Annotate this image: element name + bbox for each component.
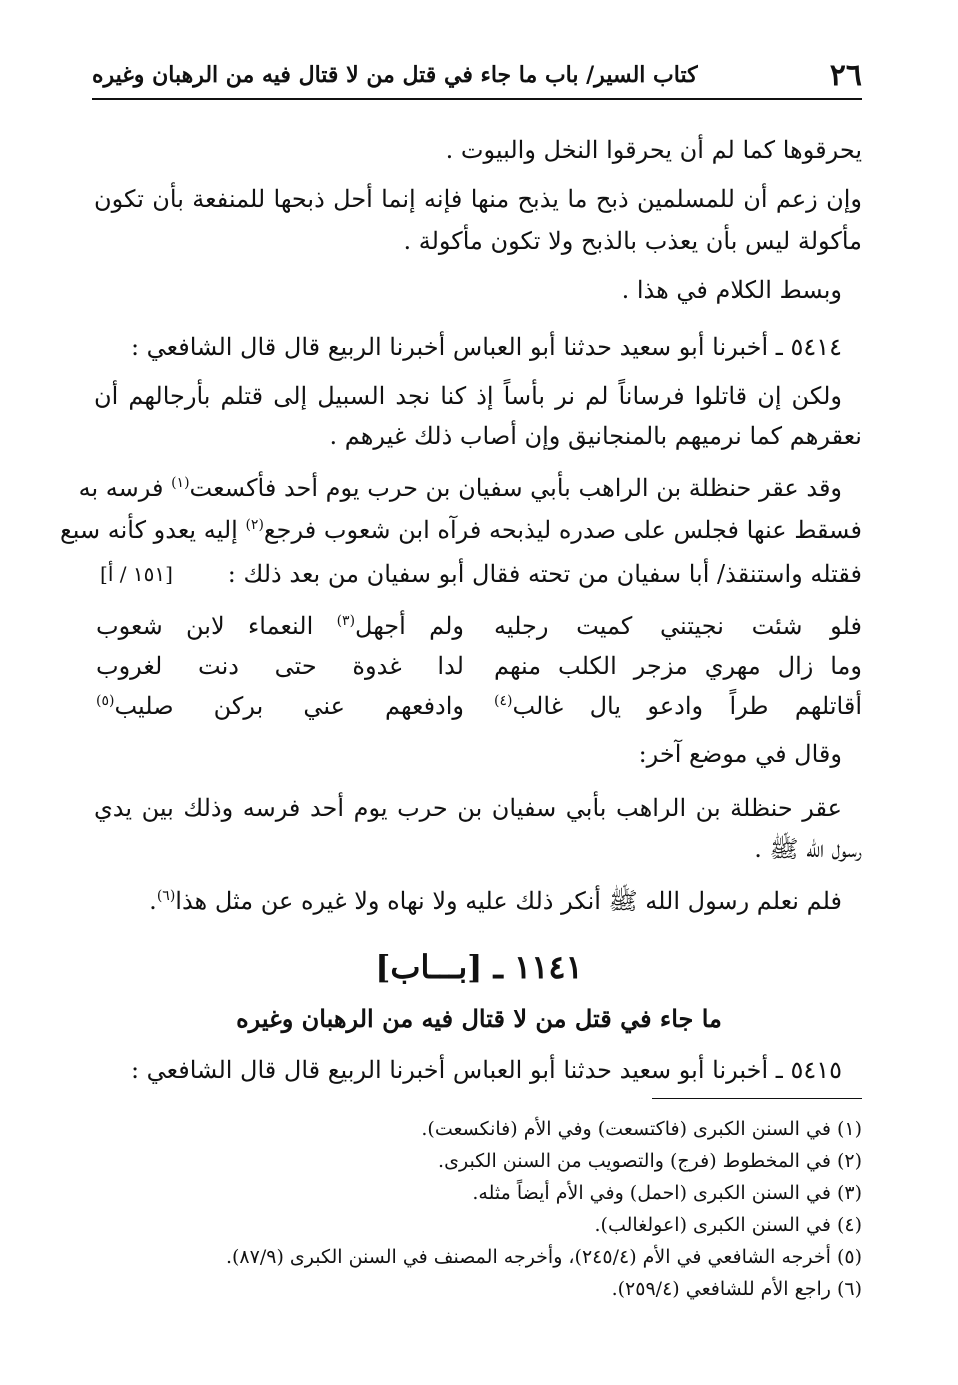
footnote-marker: (١) [171, 475, 190, 491]
footnote: (٢) في المخطوط (فرج) والتصويب من السنن الكبرى. [438, 1150, 862, 1172]
footnote-marker: (٥) [96, 693, 115, 709]
body-line: عقر حنظلة بن الراهب بأبي سفيان بن حرب يوم أحد فرسه وذلك بين يدي [94, 794, 842, 822]
verse-hemistich-right: أقاتلهم طراً وادعو يال غالب$^{(٤)}$ [494, 692, 862, 720]
body-line: نعقرهم كما نرميهم بالمنجانيق وإن أصاب ذلك غيرهم . [329, 422, 862, 450]
footnote: (٤) في السنن الكبرى (اعولغالب). [594, 1214, 862, 1236]
chapter-subtitle: ما جاء في قتل من لا قتال فيه من الرهبان وغيره [236, 1004, 722, 1033]
verse-hemistich-left: وادفعهم عني بركن صليب$^{(٥)}$ [96, 692, 464, 720]
footnote-rule [652, 1098, 862, 1099]
body-line: فقتله واستنقذ/ أبا سفيان من تحته فقال أبو سفيان من بعد ذلك : [227, 560, 862, 588]
body-line: فلم نعلم رسول الله ﷺ أنكر ذلك عليه ولا نهاه ولا غيره عن مثل هذا$^{(٦)}$. [149, 887, 842, 915]
footnote-marker: (٢) [245, 517, 264, 533]
hadith-5414: ٥٤١٤ ـ أخبرنا أبو سعيد حدثنا أبو العباس أخبرنا الربيع قال قال الشافعي : [130, 333, 842, 361]
footnote: (٥) أخرجه الشافعي في الأم (٢٤٥/٤)، وأخرجه المصنف في السنن الكبرى (٨٧/٩). [225, 1246, 862, 1268]
running-title: كتاب السير/ باب ما جاء في قتل من لا قتال فيه من الرهبان وغيره [92, 62, 698, 88]
verse-hemistich-right: فلو شئت نجيتني كميت رجليه [494, 612, 862, 640]
hadith-5415: ٥٤١٥ ـ أخبرنا أبو سعيد حدثنا أبو العباس أخبرنا الربيع قال قال الشافعي : [130, 1056, 842, 1084]
footnote: (١) في السنن الكبرى (فاكتسعت) وفي الأم (فانكسعت). [421, 1118, 862, 1140]
body-line: وقال في موضع آخر: [638, 740, 842, 768]
footnote: (٦) راجع الأم للشافعي (٢٥٩/٤). [611, 1278, 862, 1300]
verse-hemistich-left: ولم أجهل$^{(٣)}$ النعماء لابن شعوب [96, 612, 464, 640]
footnote: (٣) في السنن الكبرى (احمل) وفي الأم أيضاً مثله. [472, 1182, 862, 1204]
verse-hemistich-right: وما زال مهري مزجر الكلب منهم [494, 652, 862, 680]
footnote-marker: (٦) [156, 888, 176, 904]
footnote-marker: (٤) [494, 693, 513, 709]
body-line: وبسط الكلام في هذا . [621, 276, 842, 304]
body-line: يحرقوها كما لم أن يحرقوا النخل والبيوت . [445, 136, 862, 164]
body-line: وإن زعم أن للمسلمين ذبح ما يذبح منها فإنه إنما أحل ذبحها للمنفعة بأن تكون [94, 185, 862, 213]
chapter-heading: ١١٤١ ـ [بـــاب] [375, 948, 583, 986]
verse-hemistich-left: لدا غدوة حتى دنت لغروب [96, 652, 464, 680]
body-line: رسول الله ﷺ . [754, 835, 862, 863]
footnote-marker: (٣) [336, 613, 356, 629]
page-header [92, 58, 862, 100]
header-rule [92, 98, 862, 100]
body-line: ولكن إن قاتلوا فرساناً لم نر بأساً إذ كنا نجد السبيل إلى قتلم بأرجالهم أن [94, 382, 842, 410]
manuscript-folio-ref: [١٥١ / أ] [100, 562, 173, 586]
body-line: فسقط عنها فجلس على صدره ليذبحه فرآه ابن شعوب فرجع$^{(٢)}$ إليه يعدو كأنه سبع [59, 516, 862, 544]
body-line: وقد عقر حنظلة بن الراهب بأبي سفيان بن حرب يوم أحد فأكسعت$^{(١)}$ فرسه به [78, 474, 842, 502]
body-line: مأكولة ليس بأن يعذب بالذبح ولا تكون مأكولة . [403, 227, 862, 255]
page-number: ٢٦ [829, 58, 862, 93]
